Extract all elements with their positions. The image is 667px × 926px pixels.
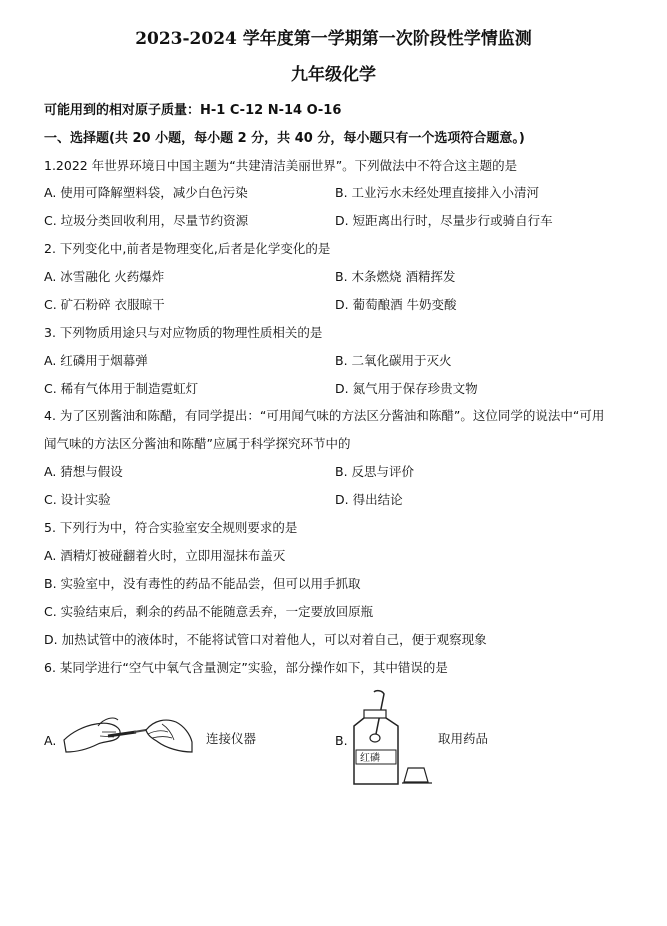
- question-4-option-c: C. 设计实验: [44, 492, 111, 507]
- question-1-option-c: C. 垃圾分类回收利用，尽量节约资源: [44, 213, 249, 228]
- question-2-option-c: C. 矿石粉碎 衣服晾干: [44, 297, 165, 312]
- question-3-option-a: A. 红磷用于烟幕弹: [44, 353, 148, 368]
- question-6-option-a: A.: [44, 733, 57, 748]
- question-5-option-b: B. 实验室中，没有毒性的药品不能品尝，但可以用手抓取: [44, 576, 361, 591]
- question-6-stem: 6. 某同学进行“空气中氧气含量测定”实验，部分操作如下，其中错误的是: [44, 660, 448, 675]
- question-5-option-a: A. 酒精灯被碰翻着火时，立即用湿抹布盖灭: [44, 548, 286, 563]
- question-4-stem-line1: 4. 为了区别酱油和陈醋，有同学提出：“可用闻气味的方法区分酱油和陈醋”。这位同学的说法中“可用: [44, 408, 605, 423]
- question-4-option-b: B. 反思与评价: [335, 464, 415, 479]
- question-1-stem: 1.2022 年世界环境日中国主题为“共建清洁美丽世界”。下列做法中不符合这主题的是: [44, 158, 518, 173]
- section-heading: 一、选择题(共 20 小题，每小题 2 分，共 40 分，每小题只有一个选项符合题意。): [44, 131, 525, 146]
- question-4-option-d: D. 得出结论: [335, 492, 403, 507]
- reagent-bottle-illustration: [346, 688, 436, 788]
- question-6-option-b: B.: [335, 733, 348, 748]
- question-4-stem-line2: 闻气味的方法区分酱油和陈醋”应属于科学探究环节中的: [44, 436, 351, 451]
- question-1-option-a: A. 使用可降解塑料袋，减少白色污染: [44, 185, 248, 200]
- question-2-option-b: B. 木条燃烧 酒精挥发: [335, 269, 456, 284]
- question-5-stem: 5. 下列行为中，符合实验室安全规则要求的是: [44, 520, 298, 535]
- bottle-label: 红磷: [360, 753, 380, 764]
- question-6-option-a-caption: 连接仪器: [206, 731, 257, 746]
- question-1-option-b: B. 工业污水未经处理直接排入小清河: [335, 185, 540, 200]
- question-2-stem: 2. 下列变化中,前者是物理变化,后者是化学变化的是: [44, 241, 331, 256]
- question-2-option-d: D. 葡萄酿酒 牛奶变酸: [335, 297, 457, 312]
- question-1-option-d: D. 短距离出行时，尽量步行或骑自行车: [335, 213, 553, 228]
- exam-title: 2023-2024 学年度第一学期第一次阶段性学情监测: [135, 29, 532, 49]
- question-6-option-b-caption: 取用药品: [438, 731, 489, 746]
- atomic-masses: 可能用到的相对原子质量：H-1 C-12 N-14 O-16: [44, 103, 342, 118]
- question-5-option-c: C. 实验结束后，剩余的药品不能随意丢弃，一定要放回原瓶: [44, 604, 374, 619]
- question-3-option-d: D. 氮气用于保存珍贵文物: [335, 381, 478, 396]
- connect-instruments-illustration: [62, 712, 194, 756]
- question-5-option-d: D. 加热试管中的液体时，不能将试管口对着他人，可以对着自己，便于观察现象: [44, 632, 487, 647]
- question-4-option-a: A. 猜想与假设: [44, 464, 123, 479]
- exam-subtitle: 九年级化学: [291, 65, 376, 85]
- question-2-option-a: A. 冰雪融化 火药爆炸: [44, 269, 165, 284]
- question-3-stem: 3. 下列物质用途只与对应物质的物理性质相关的是: [44, 325, 323, 340]
- question-3-option-b: B. 二氧化碳用于灭火: [335, 353, 452, 368]
- question-3-option-c: C. 稀有气体用于制造霓虹灯: [44, 381, 199, 396]
